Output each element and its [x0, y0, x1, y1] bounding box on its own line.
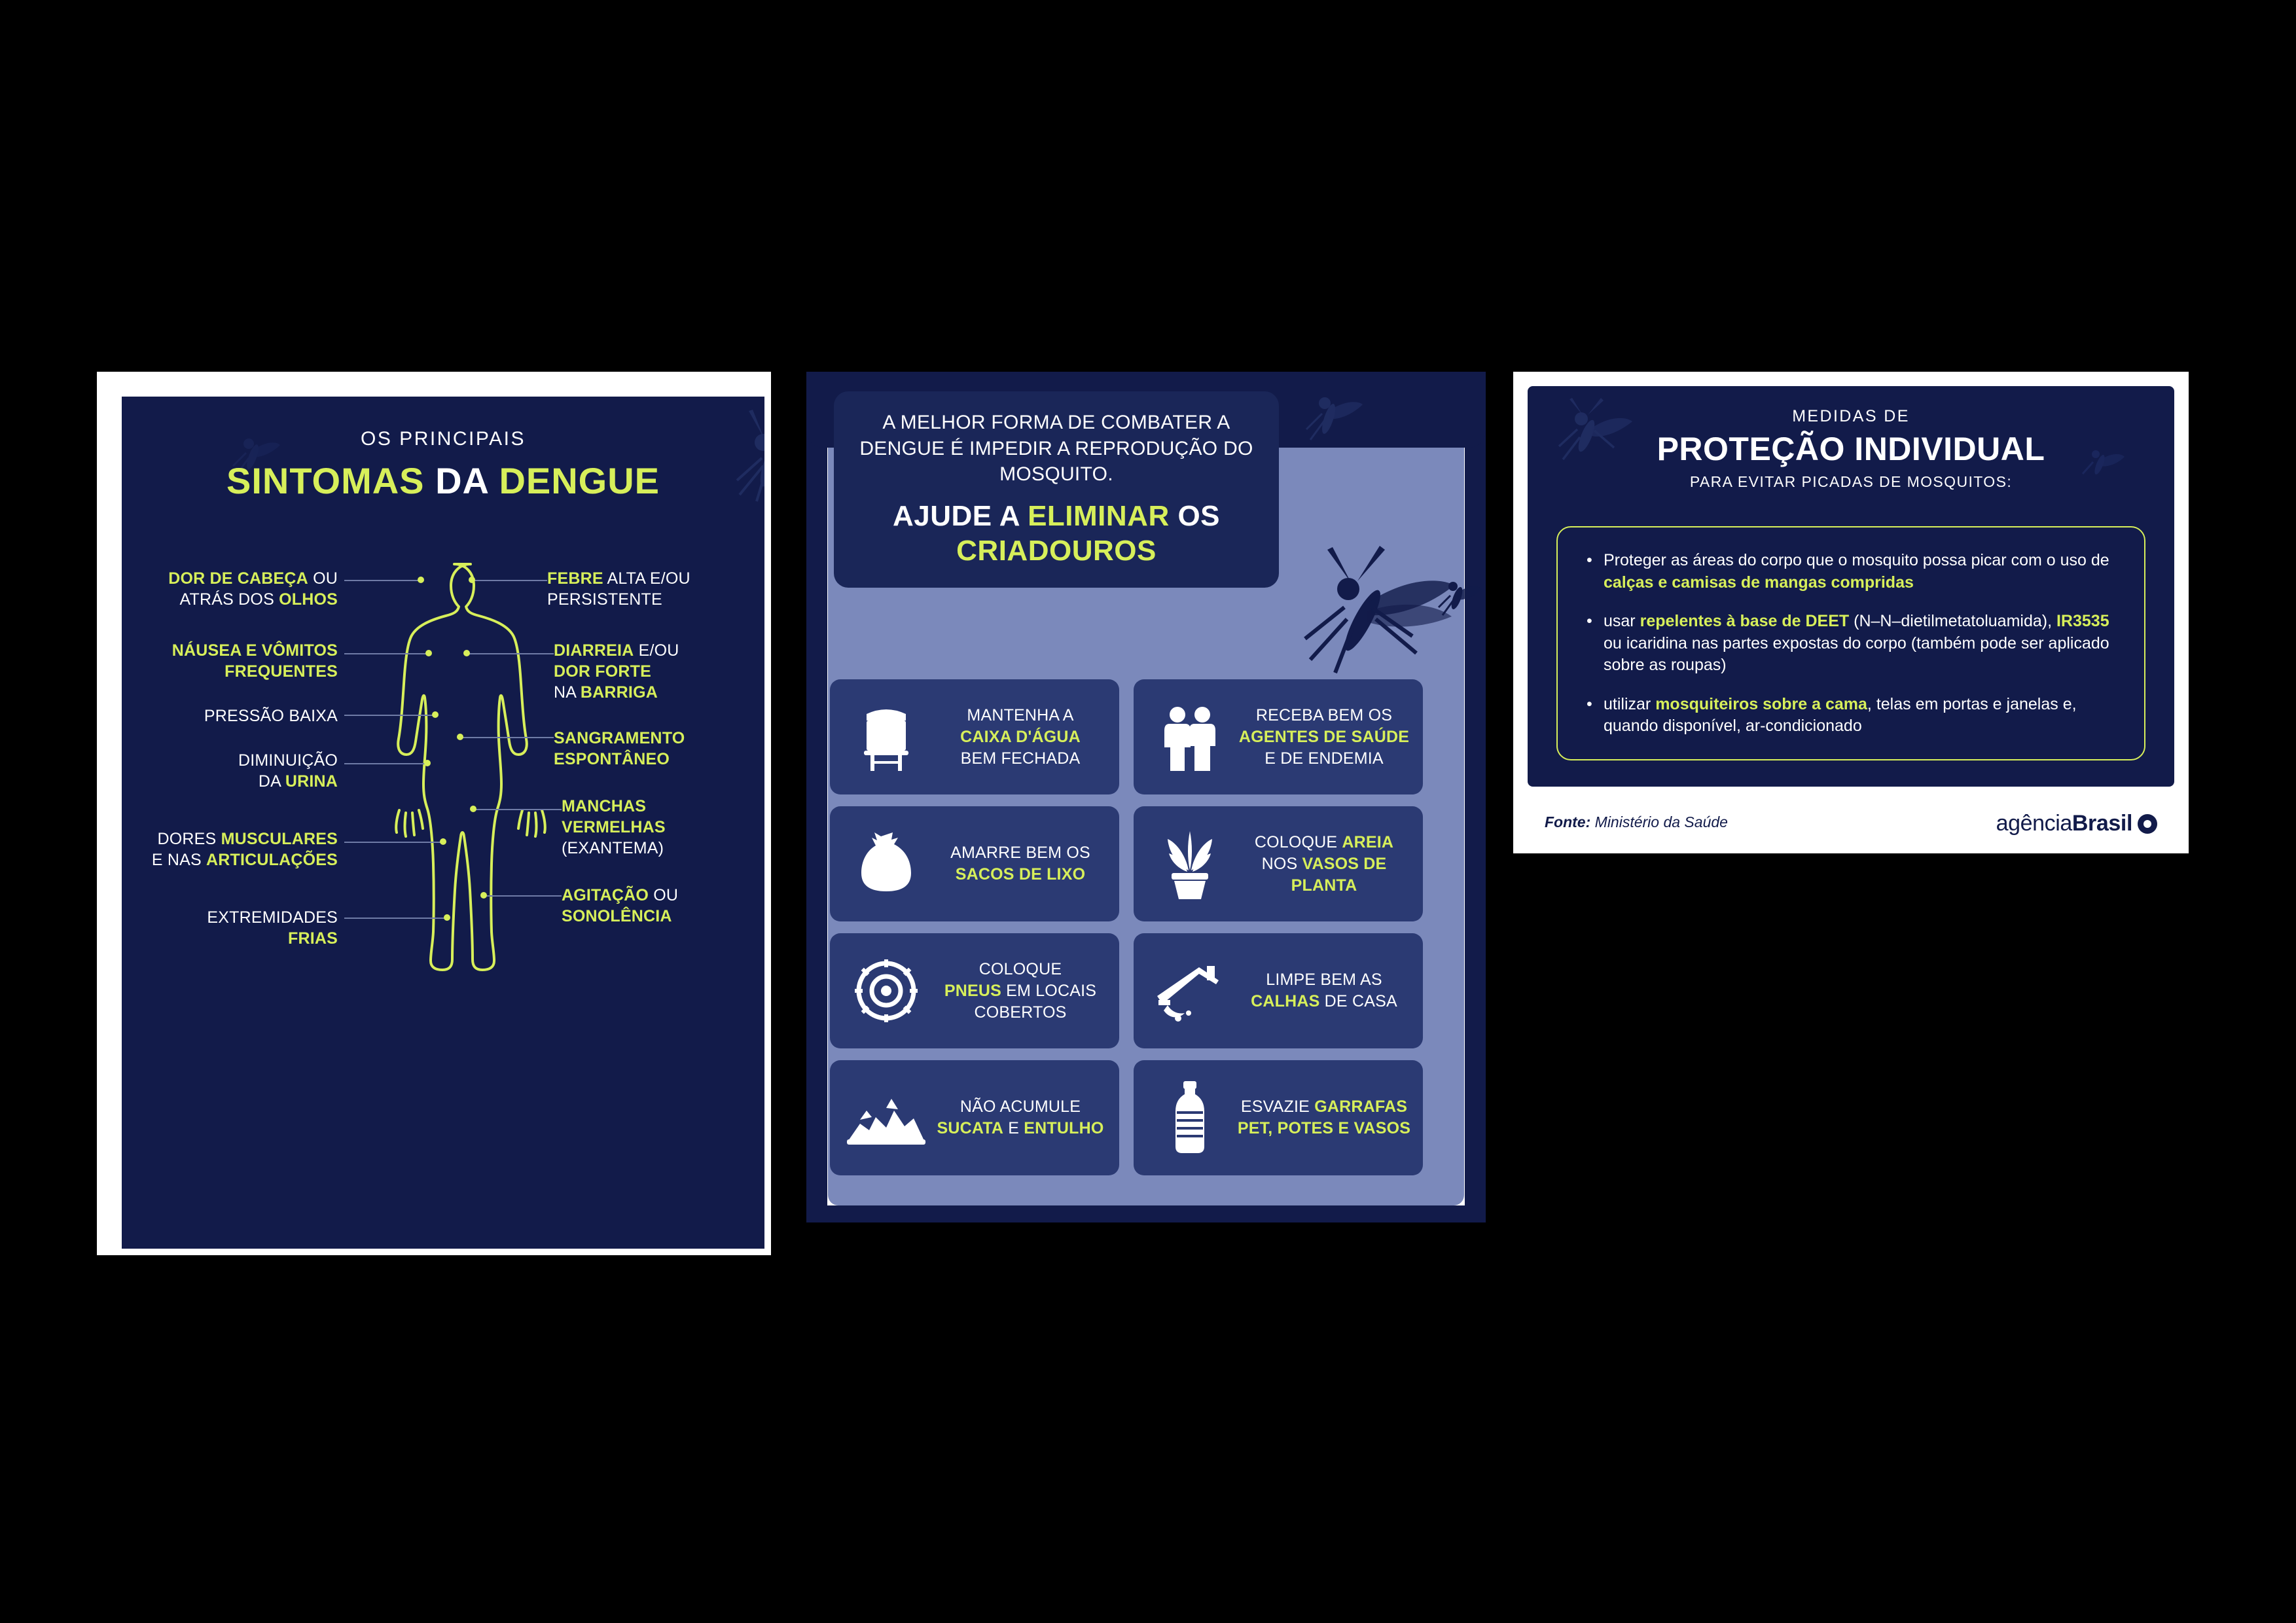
- brand-text-1: agência: [1996, 811, 2072, 836]
- symptom-dot: [470, 806, 476, 812]
- leader-line: [344, 763, 428, 764]
- symptoms-panel: [97, 372, 771, 1255]
- tile-water-tank[interactable]: [830, 679, 1119, 794]
- symptom-label-fever: FEBRE ALTA E/OU PERSISTENTE: [547, 569, 691, 609]
- leader-line: [486, 895, 562, 897]
- leader-line: [344, 715, 436, 716]
- scrap-pile-icon: [840, 1088, 932, 1147]
- protection-card: [1528, 386, 2174, 787]
- body-silhouette: [389, 554, 552, 1038]
- symptom-label-agitation: AGITAÇÃO OU SONOLÊNCIA: [562, 886, 679, 925]
- protection-bullet-3: [1587, 694, 2115, 738]
- symptom-label-diarrhea: DIARREIA E/OU DOR FORTE NA BARRIGA: [554, 641, 679, 702]
- symptoms-title-word-3: DENGUE: [499, 460, 660, 501]
- tile-health-agents-text: RECEBA BEM OS AGENTES DE SAÚDE E DE ENDEMIA: [1238, 705, 1410, 768]
- symptom-dot: [463, 650, 470, 656]
- leader-line: [475, 809, 562, 810]
- breeding-headline-small: A MELHOR FORMA DE COMBATER A DENGUE É IMPEDIR A REPRODUÇÃO DO MOSQUITO.: [859, 412, 1253, 486]
- source-value: Ministério da Saúde: [1594, 813, 1728, 830]
- symptom-dot: [440, 838, 446, 845]
- mosquito-icon-small: [2071, 438, 2130, 484]
- tile-tire[interactable]: [830, 933, 1119, 1048]
- breeding-headline-big-1: AJUDE A: [892, 499, 1028, 532]
- protection-bullets-box: [1556, 526, 2145, 760]
- breeding-headline-box: [834, 391, 1279, 588]
- symptom-dot: [424, 760, 431, 766]
- symptoms-kicker: OS PRINCIPAIS: [361, 428, 526, 450]
- symptom-dot: [425, 650, 432, 656]
- mosquito-icon-tiny: [1428, 568, 1487, 620]
- tile-garbage-bag[interactable]: [830, 806, 1119, 921]
- protection-title: PROTEÇÃO INDIVIDUAL: [1657, 431, 2045, 467]
- leader-line: [344, 653, 429, 654]
- symptom-label-red-spots: MANCHAS VERMELHAS (EXANTEMA): [562, 797, 666, 857]
- leader-line: [462, 737, 554, 738]
- leader-line: [469, 653, 554, 654]
- symptom-dot: [457, 734, 463, 740]
- leader-line: [344, 918, 448, 919]
- symptom-label-headache: DOR DE CABEÇA OU ATRÁS DOS OLHOS: [168, 569, 338, 609]
- breeding-headline-big: [851, 499, 1262, 569]
- tile-garbage-bag-text: AMARRE BEM OS SACOS DE LIXO: [950, 844, 1090, 883]
- symptoms-title: [122, 459, 764, 502]
- protection-bullet-2: [1587, 611, 2115, 677]
- tile-health-agents[interactable]: [1134, 679, 1423, 794]
- tile-roof-gutter[interactable]: [1134, 933, 1423, 1048]
- protection-bullet-1: [1587, 550, 2115, 594]
- symptoms-header: [122, 428, 764, 502]
- symptom-label-nausea: NÁUSEA E VÔMITOS FREQUENTES: [171, 641, 338, 681]
- brand-mark-icon: [2138, 814, 2157, 834]
- protection-bullet-3-text: utilizar mosquiteiros sobre a cama, telas em portas e janelas e, quando disponível, ar-condicionado: [1604, 694, 2077, 735]
- source-label: Fonte:: [1545, 813, 1591, 830]
- tile-roof-gutter-text: LIMPE BEM AS CALHAS DE CASA: [1251, 971, 1397, 1010]
- protection-panel: [1513, 372, 2189, 853]
- tile-plastic-bottle[interactable]: [1134, 1060, 1423, 1175]
- symptom-dot: [480, 892, 487, 899]
- brand-text-2: Brasil: [2072, 811, 2132, 836]
- tile-plastic-bottle-text: ESVAZIE GARRAFAS PET, POTES E VASOS: [1237, 1097, 1411, 1137]
- agencia-brasil-logo: [1996, 811, 2157, 836]
- tire-icon: [840, 957, 932, 1025]
- symptoms-title-word-1: SINTOMAS: [226, 460, 425, 501]
- source-credit: [1545, 813, 1728, 831]
- bullet-dot-icon: •: [1587, 612, 1592, 630]
- protection-bullet-1-text: Proteger as áreas do corpo que o mosquito possa picar com o uso de calças e camisas de mangas compridas: [1604, 551, 2109, 592]
- symptom-label-urine: DIMINUIÇÃO DA URINA: [238, 751, 338, 791]
- symptom-label-cold-extremities: EXTREMIDADES FRIAS: [207, 908, 338, 948]
- breeding-headline-big-3: OS: [1169, 499, 1221, 532]
- symptom-label-low-pressure: PRESSÃO BAIXA: [204, 707, 338, 725]
- symptom-dot: [469, 577, 475, 583]
- breeding-headline-big-4: CRIADOUROS: [956, 534, 1157, 567]
- breeding-tiles: [830, 679, 1423, 1175]
- symptom-label-bleeding: SANGRAMENTO ESPONTÂNEO: [554, 729, 685, 768]
- tile-scrap-pile[interactable]: [830, 1060, 1119, 1175]
- mosquito-icon: [1291, 378, 1369, 450]
- symptom-dot: [444, 914, 450, 921]
- tile-potted-plant[interactable]: [1134, 806, 1423, 921]
- tile-scrap-pile-text: NÃO ACUMULE SUCATA E ENTULHO: [937, 1097, 1104, 1137]
- leader-line: [344, 580, 422, 581]
- leader-line: [344, 842, 444, 843]
- symptom-label-muscle-pain: DORES MUSCULARES E NAS ARTICULAÇÕES: [151, 830, 338, 869]
- symptoms-card: [122, 397, 764, 1249]
- breeding-headline-big-2: ELIMINAR: [1028, 499, 1170, 532]
- plastic-bottle-icon: [1144, 1080, 1236, 1156]
- bullet-dot-icon: •: [1587, 551, 1592, 569]
- breeding-sites-panel: [806, 372, 1486, 1222]
- water-tank-icon: [840, 701, 932, 773]
- tile-tire-text: COLOQUE PNEUS EM LOCAIS COBERTOS: [944, 959, 1097, 1022]
- leader-line: [474, 580, 547, 581]
- protection-subtitle: PARA EVITAR PICADAS DE MOSQUITOS:: [1689, 473, 2013, 490]
- protection-bullets-list: [1558, 527, 2144, 738]
- symptoms-title-word-2: DA: [424, 460, 499, 501]
- roof-gutter-icon: [1144, 958, 1236, 1024]
- health-agents-icon: [1144, 702, 1236, 772]
- symptom-dot: [418, 577, 424, 583]
- tile-water-tank-text: MANTENHA A CAIXA D'ÁGUA BEM FECHADA: [960, 705, 1081, 768]
- symptom-dot: [432, 711, 439, 718]
- protection-bullet-2-text: usar repelentes à base de DEET (N–N–dietilmetatoluamida), IR3535 ou icaridina nas partes expostas do corpo (também pode ser aplicado sobre as roupas): [1604, 612, 2109, 674]
- bullet-dot-icon: •: [1587, 694, 1592, 713]
- garbage-bag-icon: [840, 831, 932, 897]
- protection-kicker: MEDIDAS DE: [1792, 407, 1910, 425]
- mosquito-icon: [1541, 395, 1639, 467]
- tile-potted-plant-text: COLOQUE AREIA NOS VASOS DE PLANTA: [1254, 832, 1394, 895]
- potted-plant-icon: [1144, 827, 1236, 901]
